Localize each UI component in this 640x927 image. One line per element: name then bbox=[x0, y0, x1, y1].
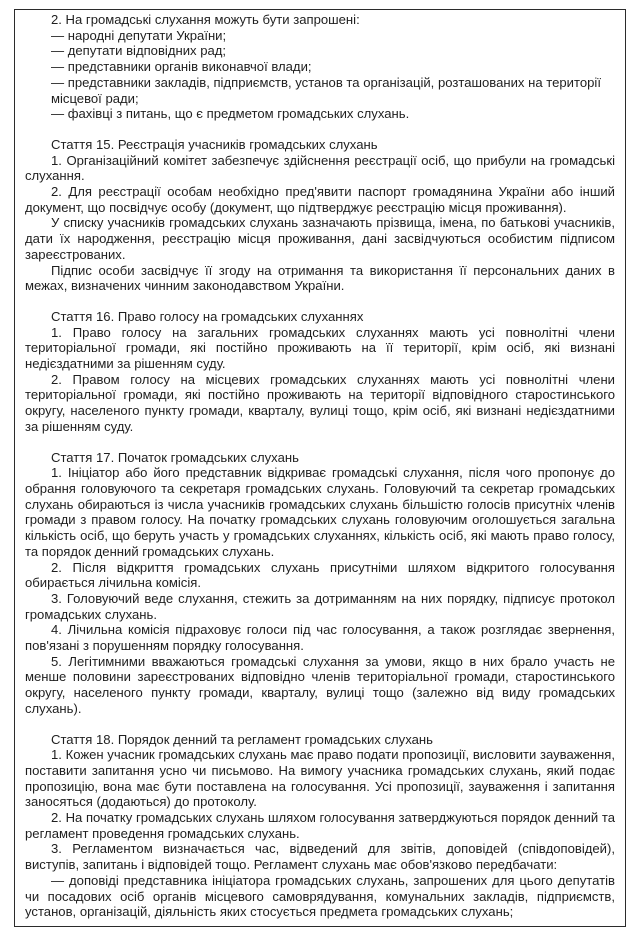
article-16-title: Стаття 16. Право голосу на громадських слуханнях bbox=[51, 308, 364, 324]
article-17-paragraph: 1. Ініціатор або його представник відкриває громадські слухання, після чого пропонує до обрання головуючого та секретаря громадських слухань. Головуючий та секретар громадських слухань обираються із числа учасників громадських слухань більшістю голосів присутніх членів громади з правом голосу. На початку громадських слухань головуючим оголошується загальна кількість осіб, що беруть участь у громадських слуханнях, кількість осіб, які мають право голосу, та порядок денний громадських слухань. bbox=[25, 465, 615, 559]
article-16-paragraph: 1. Право голосу на загальних громадських слуханнях мають усі повнолітні члени територіальної громади, які постійно проживають на її території, крім осіб, які визнані недієздатними за рішенням суду. bbox=[25, 324, 615, 372]
document-frame bbox=[14, 9, 626, 927]
article-18-paragraph: 3. Регламентом визначається час, відведений для звітів, доповідей (співдоповідей), виступів, запитань і відповідей тощо. Регламент слухань має обов'язково передбачати: bbox=[25, 841, 615, 873]
article-17-paragraph: 2. Після відкриття громадських слухань присутніми шляхом відкритого голосування обирається лічильна комісія. bbox=[25, 559, 615, 591]
article-15 bbox=[25, 137, 615, 294]
article-15-paragraph: У списку учасників громадських слухань зазначають прізвища, імена, по батькові учасників, дати їх народження, реєстрацію місця проживання, дані засвідчуються особистим підписом зареєстрованих. bbox=[25, 215, 615, 262]
article-17-paragraph: 4. Лічильна комісія підраховує голоси під час голосування, а також розглядає звернення, пов'язані з порушенням порядку голосування. bbox=[25, 622, 615, 654]
article-15-paragraph: 1. Організаційний комітет забезпечує здійснення реєстрації осіб, що прибули на громадські слухання. bbox=[25, 152, 615, 184]
article-18 bbox=[25, 732, 615, 920]
intro-item: — депутати відповідних рад; bbox=[51, 43, 227, 59]
article-16 bbox=[25, 309, 615, 435]
article-17-title: Стаття 17. Початок громадських слухань bbox=[51, 449, 299, 465]
article-18-paragraph: 1. Кожен учасник громадських слухань має право подати пропозиції, висловити зауваження, поставити запитання усно чи письмово. На вимогу учасника громадських слухань, який подає пропозицію, вона має бути поставлена на голосування. Усі пропозиції, зауваження і запитання заносяться (додаються) до протоколу. bbox=[25, 747, 615, 810]
article-15-title: Стаття 15. Реєстрація учасників громадських слухань bbox=[51, 136, 378, 152]
section-gap bbox=[25, 122, 615, 137]
section-gap bbox=[25, 717, 615, 732]
intro-section bbox=[25, 12, 615, 122]
article-15-paragraph: 2. Для реєстрації особам необхідно пред'явити паспорт громадянина України або інший документ, що посвідчує особу (документ, що підтверджує реєстрацію місця проживання). bbox=[25, 184, 615, 215]
article-17-paragraph: 5. Легітимними вважаються громадські слухання за умови, якщо в них брало участь не менше половини зареєстрованих відповідно членів територіальної громади, старостинського округу, населеного пункту громади, кварталу, вулиці тощо (залежно від виду громадських слухань). bbox=[25, 653, 615, 716]
article-18-paragraph: 2. На початку громадських слухань шляхом голосування затверджуються порядок денний та регламент проведення громадських слухань. bbox=[25, 810, 615, 841]
intro-lead: 2. На громадські слухання можуть бути запрошені: bbox=[51, 12, 360, 27]
article-18-paragraph: — доповіді представника ініціатора громадських слухань, запрошених для цього депутатів чи посадових осіб органів місцевого самоврядування, комунальних закладів, підприємств, установ, організацій, діяльність яких стосується предмета громадських слухань; bbox=[25, 872, 615, 920]
article-16-paragraph: 2. Правом голосу на місцевих громадських слуханнях мають усі повнолітні члени територіальної громади, які постійно проживають на території відповідного старостинського округу, населеного пункту громади, кварталу, вулиці тощо, крім осіб, які визнані недієздатними за рішенням суду. bbox=[25, 371, 615, 434]
intro-item: — фахівці з питань, що є предметом громадських слухань. bbox=[51, 106, 410, 122]
intro-item: — народні депутати України; bbox=[51, 27, 227, 43]
article-17-paragraph: 3. Головуючий веде слухання, стежить за дотриманням на них порядку, підписує протокол громадських слухань. bbox=[25, 590, 615, 622]
article-18-title: Стаття 18. Порядок денний та регламент громадських слухань bbox=[51, 731, 433, 747]
intro-item: — представники органів виконавчої влади; bbox=[51, 59, 312, 75]
article-17 bbox=[25, 450, 615, 717]
article-15-paragraph: Підпис особи засвідчує її згоду на отримання та використання її персональних даних в межах, визначених чинним законодавством України. bbox=[25, 262, 615, 294]
section-gap bbox=[25, 435, 615, 450]
intro-item: — представники закладів, підприємств, установ та організацій, розташованих на території місцевої ради; bbox=[51, 74, 601, 106]
section-gap bbox=[25, 294, 615, 309]
